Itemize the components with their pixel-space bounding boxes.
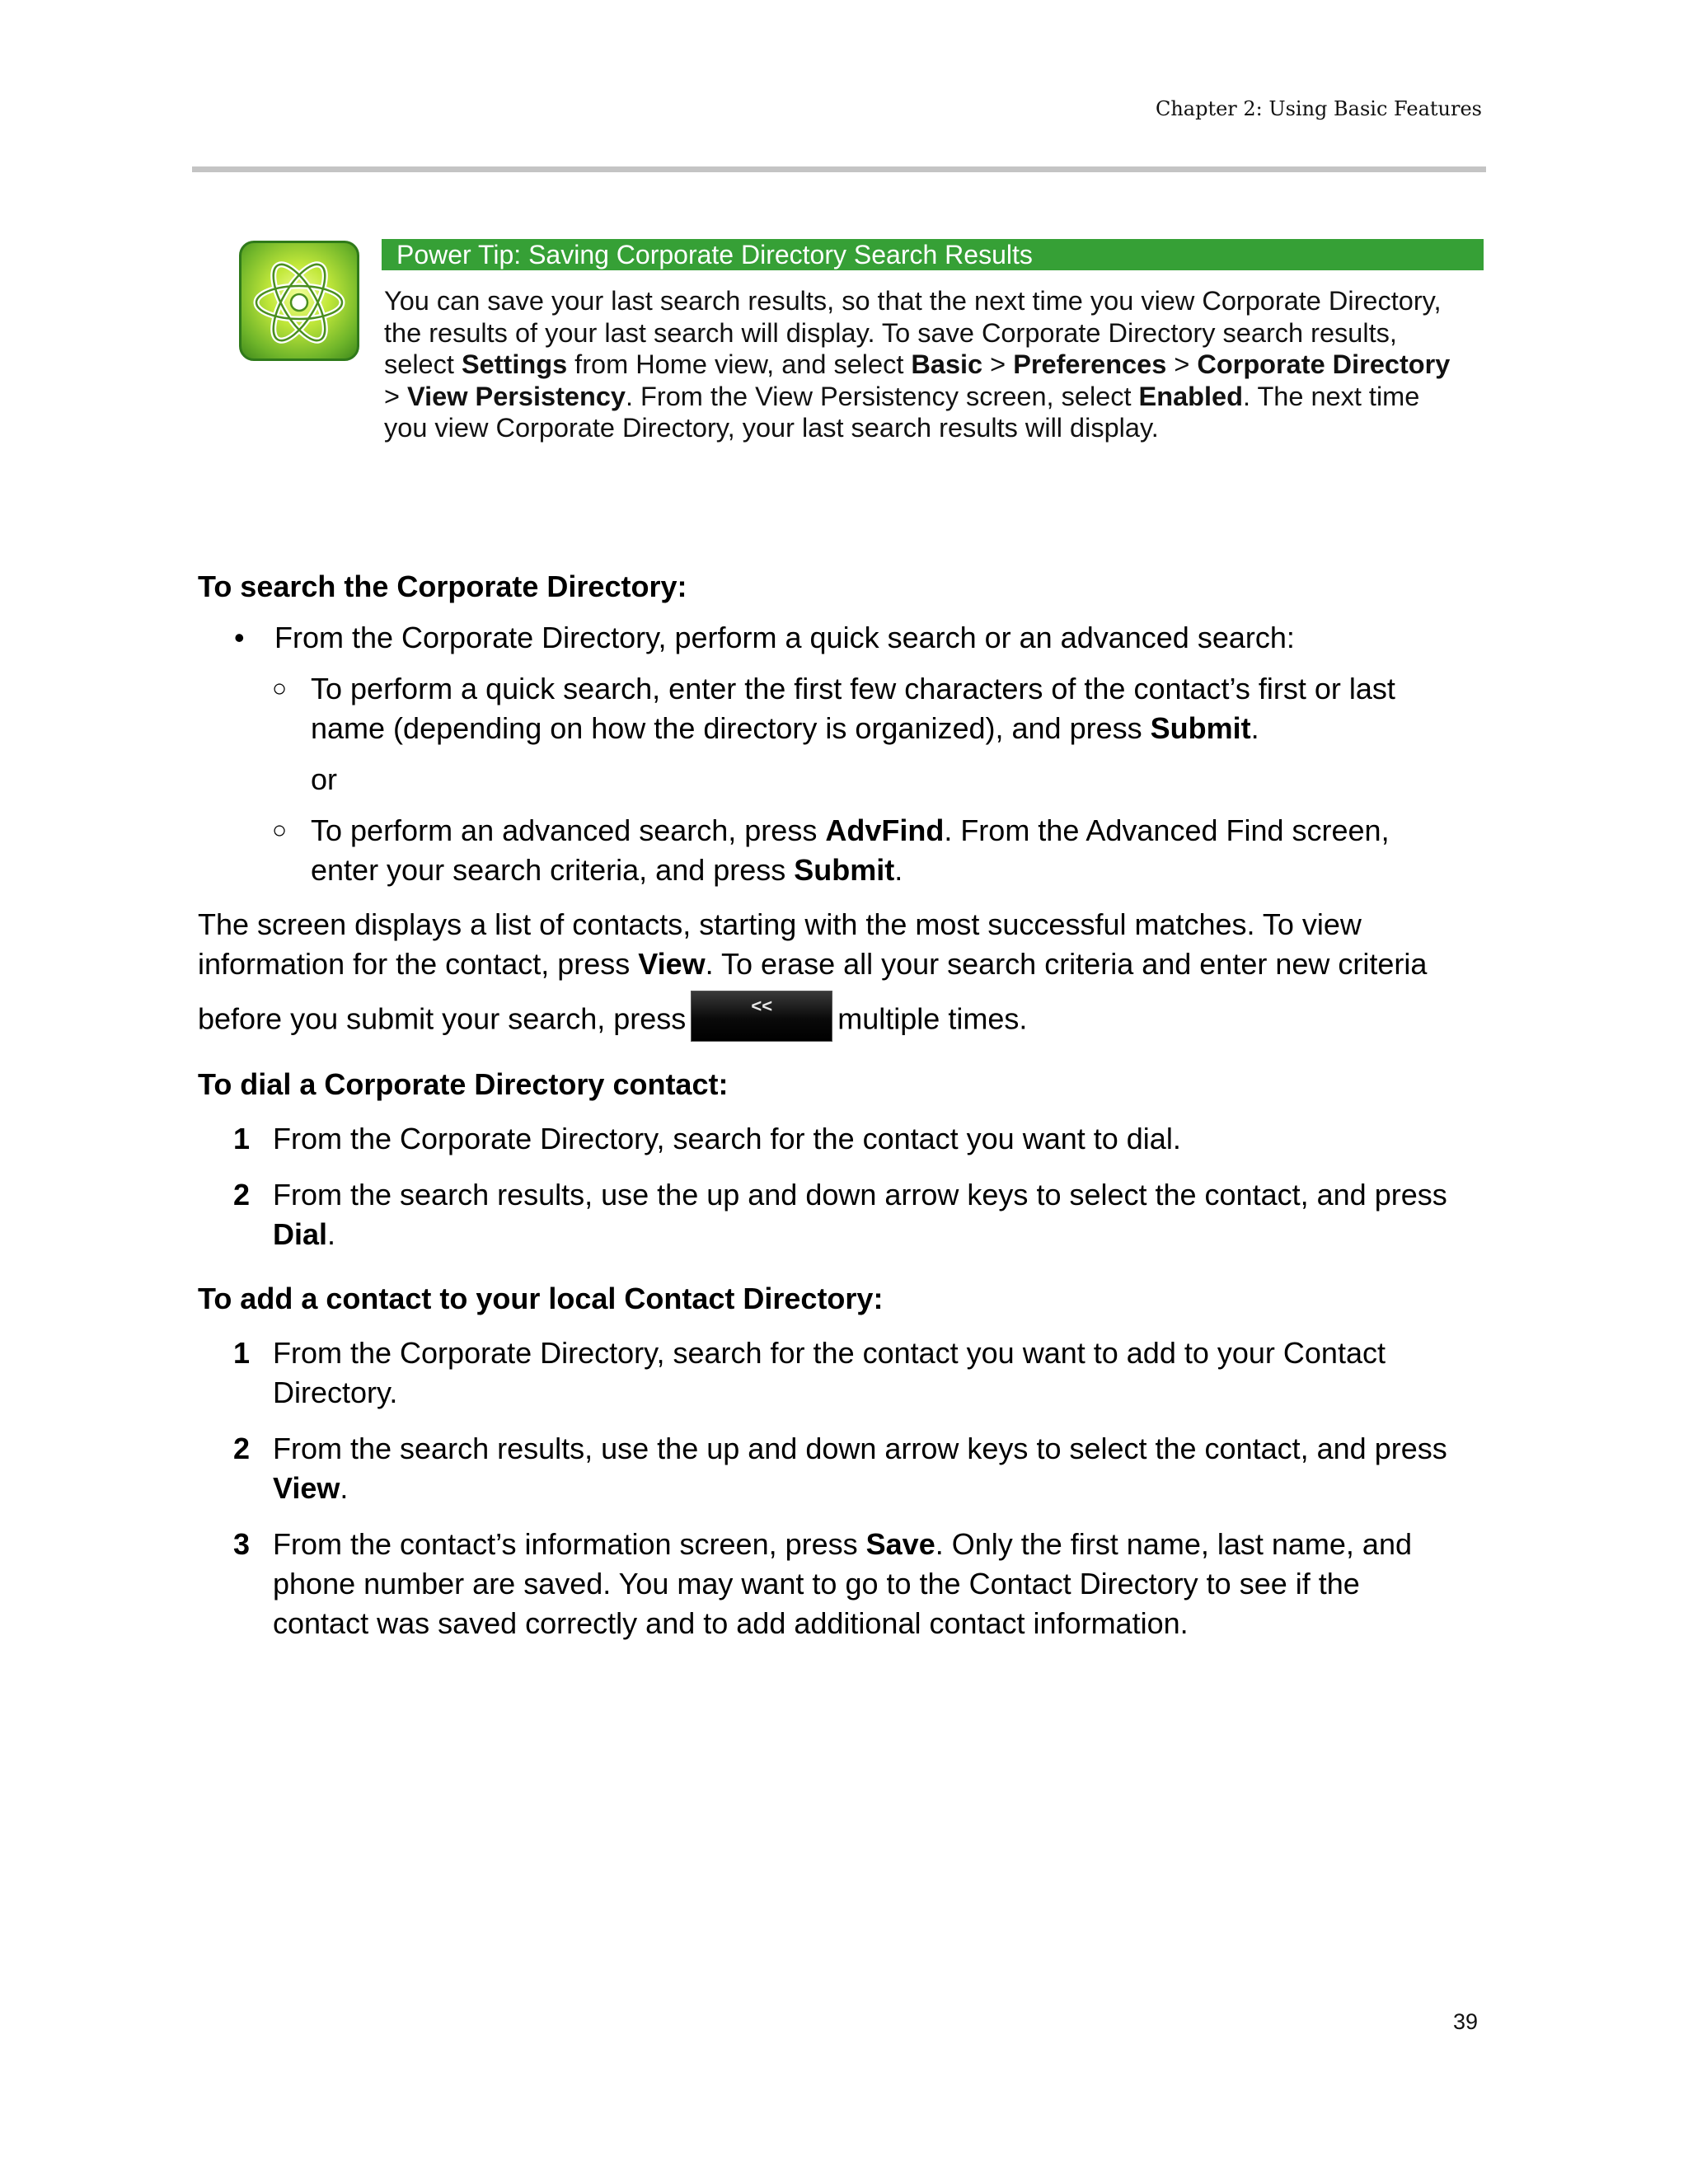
step-number: 3 (233, 1527, 251, 1561)
sub-list-item (198, 669, 1492, 748)
tip-basic: Basic (911, 349, 983, 379)
circle-bullet-mark: ○ (272, 675, 288, 702)
step-text: From the contact’s information screen, press (273, 1527, 866, 1561)
header-rule (192, 166, 1486, 172)
step-text: From the search results, use the up and down arrow keys to select the contact, and press (273, 1178, 1447, 1212)
tip-line (384, 381, 1489, 413)
sub-text: . (1250, 711, 1259, 745)
tip-text: select (384, 349, 462, 379)
sub-line (311, 709, 1492, 748)
or-separator (198, 760, 1492, 799)
list-item (198, 1429, 1492, 1508)
list-item (198, 1525, 1492, 1643)
submit-label: Submit (1150, 711, 1251, 745)
tip-text: from Home view, and select (567, 349, 912, 379)
list-item (198, 1119, 1492, 1159)
tip-text: > (384, 381, 408, 411)
sub-line (311, 851, 1492, 890)
results-paragraph (198, 905, 1492, 1047)
submit-label: Submit (794, 853, 895, 887)
view-label: View (638, 947, 706, 981)
tip-enabled: Enabled (1138, 381, 1243, 411)
list-item (198, 1333, 1492, 1413)
dial-label: Dial (273, 1217, 328, 1251)
list-item (198, 1175, 1492, 1254)
save-label: Save (865, 1527, 935, 1561)
tip-preferences: Preferences (1013, 349, 1167, 379)
sub-list-item (198, 811, 1492, 890)
atom-icon (241, 243, 357, 359)
sub-text: To perform an advanced search, press (311, 813, 826, 847)
step-number: 2 (233, 1178, 251, 1212)
step-text: From the search results, use the up and down arrow keys to select the contact, and press (273, 1432, 1447, 1465)
step-number: 1 (233, 1122, 251, 1155)
main-content (198, 567, 1492, 1643)
para-text: before you submit your search, press (198, 1001, 687, 1036)
tip-text: . The next time (1242, 381, 1420, 411)
tip-text: . From the View Persistency screen, select (626, 381, 1139, 411)
sub-line (311, 811, 1492, 851)
para-line: The screen displays a list of contacts, starting with the most successful matches. To view (198, 907, 1362, 941)
sub-text: . From the Advanced Find screen, (944, 813, 1390, 847)
tip-settings: Settings (461, 349, 568, 379)
view-label: View (273, 1471, 340, 1505)
tip-line: you view Corporate Directory, your last search results will display. (384, 413, 1159, 443)
step-text: contact was saved correctly and to add additional contact information. (273, 1606, 1189, 1640)
chapter-header: Chapter 2: Using Basic Features (1155, 97, 1482, 120)
tip-line (384, 349, 1489, 381)
list-item (198, 618, 1492, 658)
step-text: . Only the first name, last name, and (935, 1527, 1412, 1561)
sub-text: name (depending on how the directory is organized), and press (311, 711, 1151, 745)
tip-text: > (1166, 349, 1198, 379)
or-text: or (311, 762, 338, 796)
sub-line: To perform a quick search, enter the first few characters of the contact’s first or last (311, 672, 1395, 705)
search-heading: To search the Corporate Directory: (198, 569, 687, 603)
para-line (198, 996, 1492, 1047)
tip-corporate-directory: Corporate Directory (1197, 349, 1451, 379)
power-tip-body (384, 285, 1489, 444)
para-text: multiple times. (837, 1001, 1028, 1036)
step-text (273, 1525, 1492, 1564)
step-number: 2 (233, 1432, 251, 1465)
step-number: 1 (233, 1336, 251, 1370)
tip-line: the results of your last search will display. To save Corporate Directory search results, (384, 317, 1397, 348)
tip-view-persistency: View Persistency (407, 381, 626, 411)
step-text (273, 1469, 1492, 1508)
power-tip-icon (239, 241, 359, 361)
sub-text: . (894, 853, 903, 887)
back-soft-key-button: << (691, 991, 832, 1042)
bullet-mark: • (234, 621, 245, 654)
step-text: . (327, 1217, 336, 1251)
step-text: phone number are saved. You may want to go to the Contact Directory to see if the (273, 1567, 1360, 1601)
step-text (273, 1215, 1492, 1254)
page-number: 39 (1452, 2009, 1478, 2034)
step-text: From the Corporate Directory, search for the contact you want to dial. (273, 1122, 1181, 1155)
add-heading: To add a contact to your local Contact Directory: (198, 1282, 884, 1315)
tip-text: > (982, 349, 1014, 379)
bullet-text: From the Corporate Directory, perform a quick search or an advanced search: (274, 621, 1295, 654)
advfind-label: AdvFind (825, 813, 945, 847)
step-text: Directory. (273, 1376, 398, 1409)
para-text: . To erase all your search criteria and enter new criteria (705, 947, 1428, 981)
power-tip-title-bar: Power Tip: Saving Corporate Directory Search Results (382, 239, 1484, 270)
sub-text: enter your search criteria, and press (311, 853, 795, 887)
dial-heading: To dial a Corporate Directory contact: (198, 1067, 729, 1101)
circle-bullet-mark: ○ (272, 817, 288, 844)
para-line (198, 944, 1492, 984)
para-text: information for the contact, press (198, 947, 639, 981)
tip-line: You can save your last search results, so that the next time you view Corporate Directory, (384, 286, 1442, 316)
step-text: From the Corporate Directory, search for the contact you want to add to your Contact (273, 1336, 1386, 1370)
step-text: . (340, 1471, 349, 1505)
